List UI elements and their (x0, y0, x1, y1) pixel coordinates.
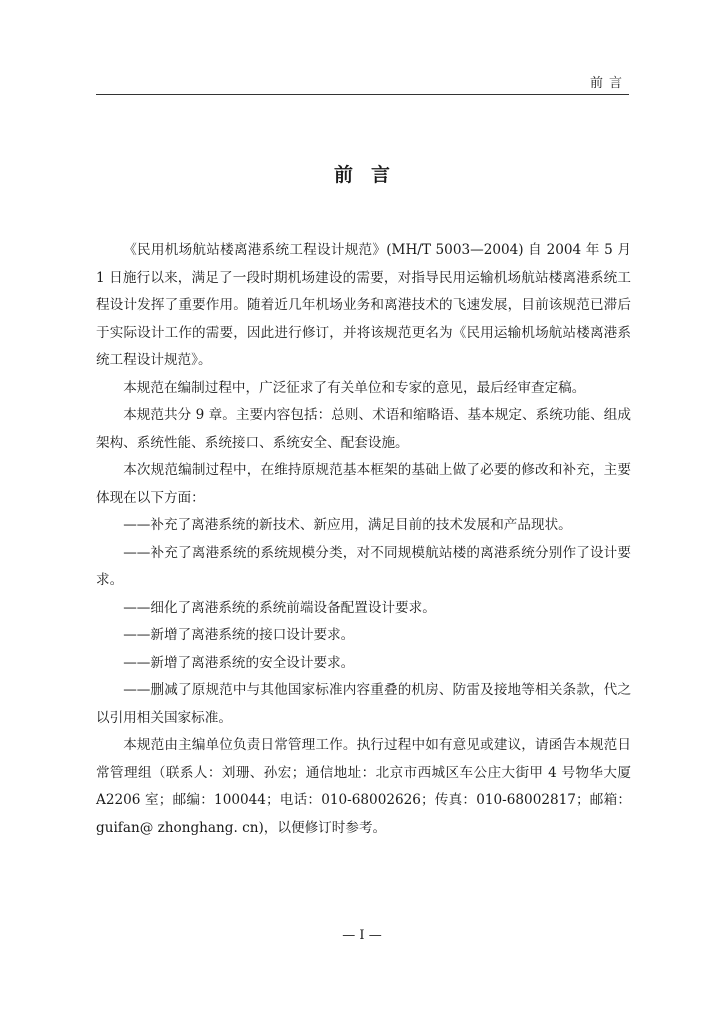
list-item-scale-classification: ——补充了离港系统的系统规模分类，对不同规模航站楼的离港系统分别作了设计要求。 (96, 544, 631, 588)
paragraph-revision-summary: 本次规范编制过程中，在维持原规范基本框架的基础上做了必要的修改和补充，主要体现在以下方面： (96, 462, 631, 506)
paragraph-intro: 《民用机场航站楼离港系统工程设计规范》(MH/T 5003—2004) 自 2004 年 5 月 1 日施行以来，满足了一段时期机场建设的需要，对指导民用运输机场航站楼离港系统工程设计发挥了重要作用。随着近几年机场业务和离港技术的飞速发展，目前该规范已滞后于实际设计工作的需要，因此进行修订，并将该规范更名为《民用运输机场航站楼离港系统工程设计规范》。 (96, 242, 631, 368)
paragraph-chapters: 本规范共分 9 章。主要内容包括：总则、术语和缩略语、基本规定、系统功能、组成架构、系统性能、系统接口、系统安全、配套设施。 (96, 407, 631, 451)
running-header: 前言 (589, 76, 628, 91)
list-item-new-technology: ——补充了离港系统的新技术、新应用，满足目前的技术发展和产品现状。 (123, 517, 572, 533)
paragraph-review: 本规范在编制过程中，广泛征求了有关单位和专家的意见，最后经审查定稿。 (123, 379, 586, 396)
page-number: — I — (342, 928, 382, 943)
page-title: 前言 (333, 164, 408, 186)
list-item-security-design: ——新增了离港系统的安全设计要求。 (123, 654, 355, 671)
list-item-interface-design: ——新增了离港系统的接口设计要求。 (123, 627, 355, 643)
list-item-removed-clauses: ——删减了原规范中与其他国家标准内容重叠的机房、防雷及接地等相关条款，代之以引用相关国家标准。 (96, 682, 631, 726)
header-rule (96, 94, 629, 95)
paragraph-contact: 本规范由主编单位负责日常管理工作。执行过程中如有意见或建议，请函告本规范日常管理组（联系人：刘珊、孙宏；通信地址：北京市西城区车公庄大街甲 4 号物华大厦 A2206 室；邮编：100044；电话：010-68002626；传真：010-68002817；邮箱：guifan@ zhonghang. cn)，以便修订时参考。 (96, 737, 631, 836)
body-text (96, 237, 631, 842)
list-item-front-end-equipment: ——细化了离港系统的系统前端设备配置设计要求。 (123, 599, 436, 616)
